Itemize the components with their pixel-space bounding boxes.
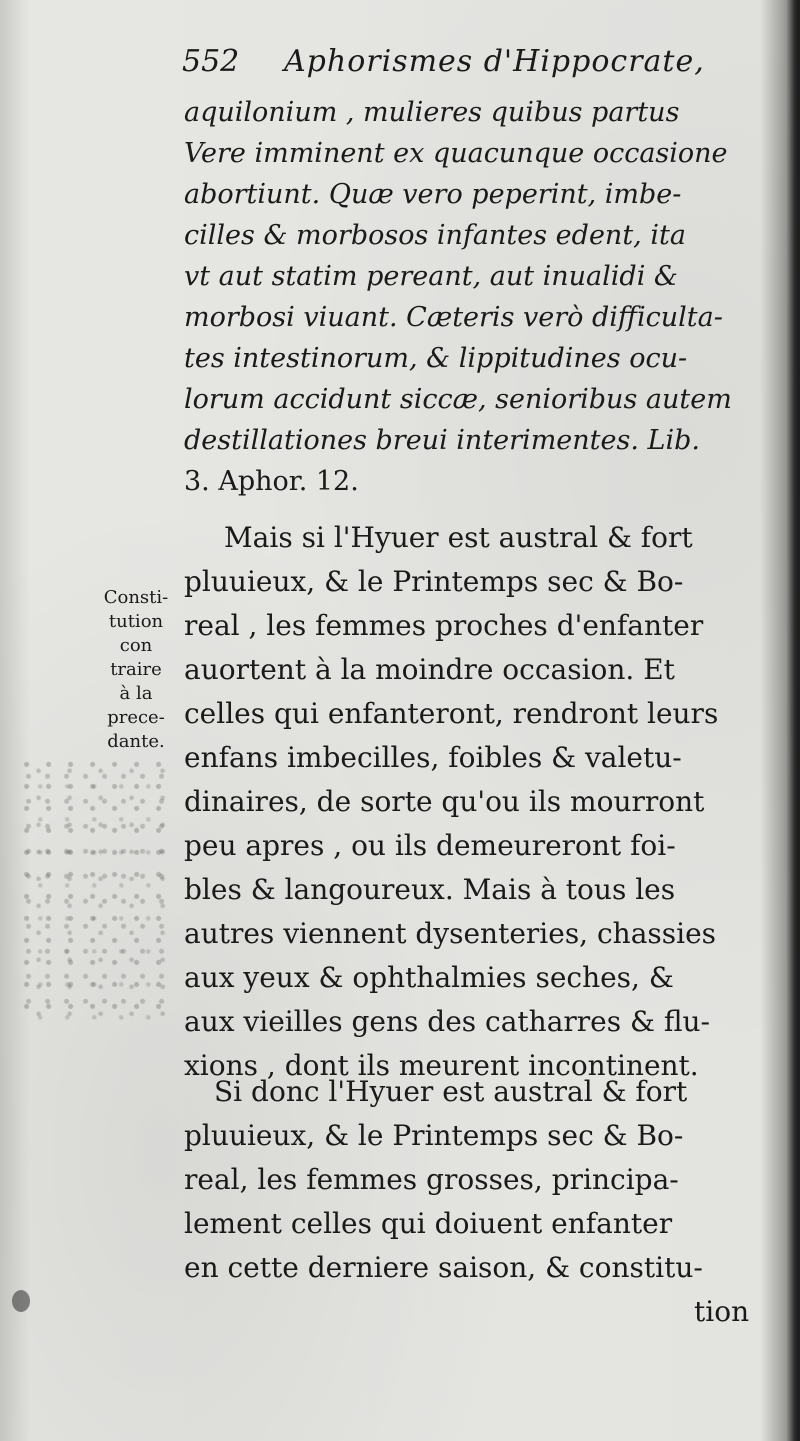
aphorism-reference: 3. Aphor. 12. <box>184 466 359 497</box>
ink-blot <box>12 1290 30 1312</box>
french-line: real, les femmes grosses, principa- <box>184 1163 679 1196</box>
latin-line: Vere imminent ex quacunque occasione <box>184 138 728 169</box>
french-line: lement celles qui doiuent enfanter <box>184 1207 673 1240</box>
french-line: peu apres , ou ils demeureront foi- <box>184 829 676 862</box>
running-title: Aphorismes d'Hippocrate, <box>284 44 705 79</box>
latin-line: tes intestinorum, & lippitudines ocu- <box>184 343 688 374</box>
latin-line: abortiunt. Quæ vero peperint, imbe- <box>184 179 682 210</box>
french-line: auortent à la moindre occasion. Et <box>184 653 675 686</box>
french-line: Mais si l'Hyuer est austral & fort <box>224 521 693 554</box>
french-line: real , les femmes proches d'enfanter <box>184 609 704 642</box>
margin-note-line: dante. <box>107 731 165 752</box>
margin-note <box>88 586 184 754</box>
latin-line: cilles & morbosos infantes edent, ita <box>184 220 686 251</box>
french-line: Si donc l'Hyuer est austral & fort <box>214 1075 688 1108</box>
page-number: 552 <box>182 44 240 79</box>
latin-line: aquilonium , mulieres quibus partus <box>184 97 680 128</box>
french-line: aux vieilles gens des catharres & flu- <box>184 1005 710 1038</box>
paper-speckle <box>20 760 170 1020</box>
latin-line: vt aut statim pereant, aut inualidi & <box>184 261 678 292</box>
french-line: pluuieux, & le Printemps sec & Bo- <box>184 1119 684 1152</box>
french-paragraph-2 <box>184 1070 760 1334</box>
latin-line: destillationes breui interimentes. Lib. <box>184 425 700 456</box>
french-line: celles qui enfanteront, rendront leurs <box>184 697 719 730</box>
french-line: autres viennent dysenteries, chassies <box>184 917 717 950</box>
latin-line: morbosi viuant. Cæteris verò difficulta- <box>184 302 723 333</box>
margin-note-line: à la <box>119 683 153 704</box>
margin-note-line: prece- <box>107 707 165 728</box>
french-line: aux yeux & ophthalmies seches, & <box>184 961 674 994</box>
margin-note-line: Consti- <box>103 587 169 608</box>
margin-note-line: tution <box>108 611 164 632</box>
french-line: pluuieux, & le Printemps sec & Bo- <box>184 565 684 598</box>
french-line: enfans imbecilles, foibles & valetu- <box>184 741 682 774</box>
book-spine-shadow <box>786 0 800 1441</box>
margin-note-line: con <box>119 635 153 656</box>
french-line: tion <box>694 1295 750 1328</box>
page-header <box>182 44 742 88</box>
latin-line: lorum accidunt siccæ, senioribus autem <box>184 384 732 415</box>
french-line: bles & langoureux. Mais à tous les <box>184 873 676 906</box>
latin-aphorism <box>184 92 756 502</box>
margin-note-line: traire <box>110 659 162 680</box>
french-paragraph-1 <box>184 516 760 1088</box>
french-line: xions , dont ils meurent incontinent. <box>184 1049 699 1082</box>
french-line: en cette derniere saison, & constitu- <box>184 1251 703 1284</box>
french-line: dinaires, de sorte qu'ou ils mourront <box>184 785 705 818</box>
